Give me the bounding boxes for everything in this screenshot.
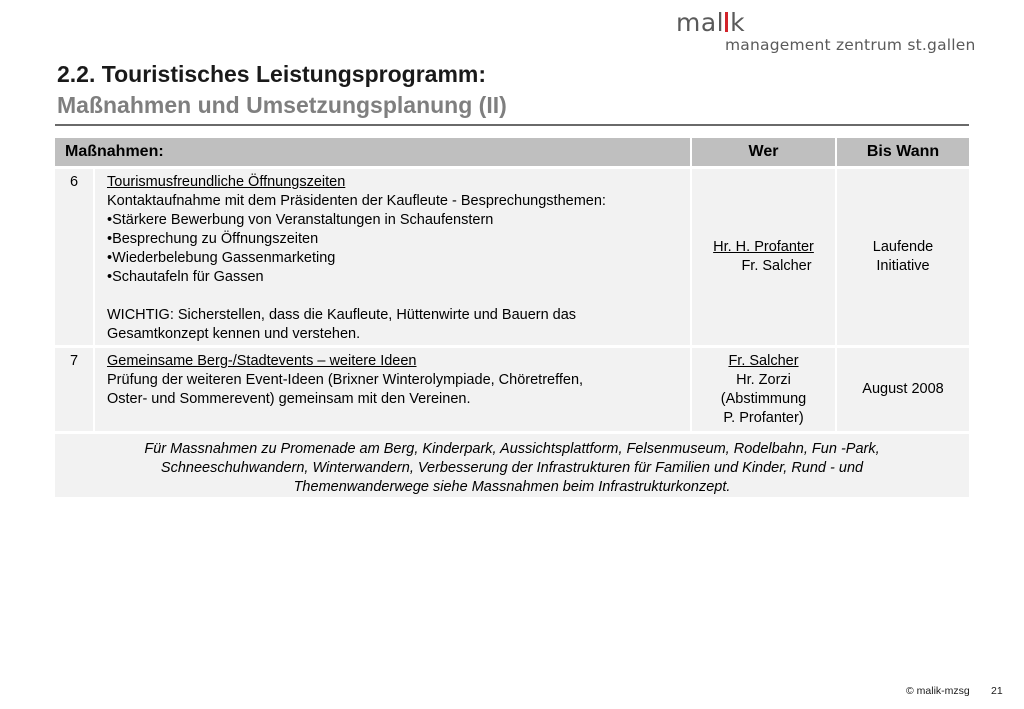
row-number: 7 [55, 348, 95, 431]
bullet-item: •Schautafeln für Gassen [107, 269, 264, 285]
page-title: 2.2. Touristisches Leistungsprogramm: [57, 61, 487, 87]
row-note: Gesamtkonzept kennen und verstehen. [107, 326, 361, 342]
deadline-text: Laufende [872, 239, 934, 255]
deadline-text: Initiative [876, 258, 930, 274]
measures-table [55, 138, 969, 497]
table-row [55, 166, 969, 345]
spacer [107, 287, 682, 306]
row-heading: Tourismusfreundliche Öffnungszeiten [107, 174, 346, 190]
footnote-line: Schneeschuhwandern, Winterwandern, Verbesserung der Infrastrukturen für Familien und Kinder, Rund - und [160, 460, 864, 476]
bullet-item: •Stärkere Bewerbung von Veranstaltungen in Schaufenstern [107, 212, 494, 228]
header-bis-wann: Bis Wann [866, 143, 940, 160]
row-description [95, 348, 692, 431]
row-line: Kontaktaufnahme mit dem Präsidenten der Kaufleute - Besprechungsthemen: [107, 193, 606, 209]
responsible-person: (Abstimmung [720, 390, 807, 407]
row-bis-wann [837, 169, 969, 345]
row-description [95, 169, 692, 345]
responsible-person: Fr. Salcher [741, 258, 812, 274]
bullet-item: •Besprechung zu Öffnungszeiten [107, 231, 319, 247]
row-number: 6 [55, 169, 95, 345]
table-footnote [55, 431, 969, 497]
row-wer [692, 348, 837, 431]
page-number: 21 [991, 685, 1003, 697]
row-line: Prüfung der weiteren Event-Ideen (Brixner Winterolympiade, Chöretreffen, [107, 372, 584, 388]
responsible-person: Fr. Salcher [728, 352, 799, 369]
table-header [55, 138, 969, 166]
bullet-item: •Wiederbelebung Gassenmarketing [107, 250, 336, 266]
row-heading: Gemeinsame Berg-/Stadtevents – weitere Ideen [107, 353, 417, 369]
footnote-line: Für Massnahmen zu Promenade am Berg, Kinderpark, Aussichtsplattform, Felsenmuseum, Rodelbahn, Fun -Park, [144, 441, 880, 457]
responsible-person: Hr. Zorzi [736, 371, 791, 388]
logo-subtitle: management zentrum st.gallen [725, 36, 976, 54]
logo-brand-left: mal [676, 8, 725, 37]
logo-red-bar [725, 12, 728, 32]
copyright-text: © malik-mzsg [906, 685, 970, 697]
row-line: Oster- und Sommerevent) gemeinsam mit den Vereinen. [107, 391, 471, 407]
row-note: WICHTIG: Sicherstellen, dass die Kaufleute, Hüttenwirte und Bauern das [107, 307, 577, 323]
table-row [55, 345, 969, 431]
logo-brand-right: k [730, 8, 746, 37]
logo [676, 8, 976, 58]
header-massnahmen: Maßnahmen: [55, 138, 692, 166]
row-wer [692, 169, 837, 345]
footnote-line: Themenwanderwege siehe Massnahmen beim Infrastrukturkonzept. [293, 479, 731, 495]
deadline-text: August 2008 [862, 381, 944, 397]
row-bis-wann [837, 348, 969, 431]
responsible-person: Hr. H. Profanter [713, 239, 814, 255]
page-subtitle: Maßnahmen und Umsetzungsplanung (II) [57, 92, 507, 118]
logo-mark [676, 8, 745, 37]
responsible-person: P. Profanter) [723, 409, 804, 426]
title-divider [55, 124, 969, 126]
header-wer: Wer [692, 138, 837, 166]
